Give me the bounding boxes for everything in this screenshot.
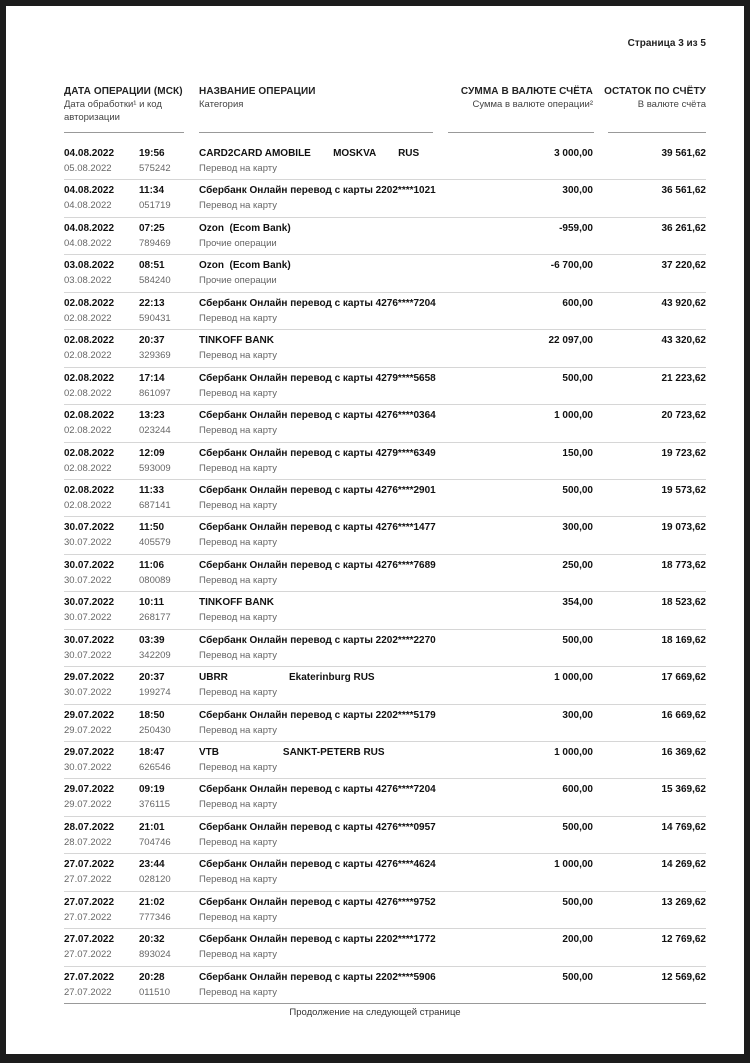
processing-date: 27.07.2022 [64,986,112,998]
operation-name: Сбербанк Онлайн перевод с карты 4276****7204 [199,784,436,796]
operation-name: Сбербанк Онлайн перевод с карты 2202****1021 [199,185,436,197]
processing-date: 02.08.2022 [64,387,112,399]
processing-date: 02.08.2022 [64,462,112,474]
auth-code: 777346 [139,911,171,923]
operation-category: Перевод на карту [199,387,277,399]
operation-time: 11:50 [139,522,165,534]
operation-category: Перевод на карту [199,687,277,699]
account-balance: 37 220,62 [661,260,706,272]
table-row [64,143,706,180]
operation-amount: 300,00 [562,709,593,721]
operation-name: Сбербанк Онлайн перевод с карты 4276****4624 [199,859,436,871]
table-row [64,517,706,554]
processing-date: 30.07.2022 [64,612,112,624]
account-balance: 39 561,62 [661,148,706,159]
table-row [64,630,706,667]
table-row [64,742,706,779]
processing-date: 27.07.2022 [64,949,112,961]
operation-time: 08:51 [139,260,165,272]
account-balance: 18 773,62 [661,559,706,571]
operation-amount: 600,00 [562,784,593,796]
processing-date: 04.08.2022 [64,237,112,249]
operation-amount: 500,00 [562,372,593,384]
auth-code: 268177 [139,612,171,624]
operation-category: Перевод на карту [199,350,277,362]
operation-time: 21:01 [139,821,165,833]
operation-time: 07:25 [139,222,165,234]
processing-date: 27.07.2022 [64,874,112,886]
operation-time: 17:14 [139,372,165,384]
auth-code: 405579 [139,537,171,549]
operation-amount: 300,00 [562,522,593,534]
operation-category: Перевод на карту [199,200,277,212]
auth-code: 011510 [139,986,170,998]
table-row [64,293,706,330]
operation-date: 27.07.2022 [64,859,115,871]
header-name: НАЗВАНИЕ ОПЕРАЦИИ [199,86,316,97]
operation-name: Ozon (Ecom Bank) [199,222,291,234]
account-balance: 15 369,62 [661,784,706,796]
operation-date: 02.08.2022 [64,372,115,384]
account-balance: 16 369,62 [661,747,706,758]
header-balance: ОСТАТОК ПО СЧЁТУ [604,86,706,97]
header-rule-amount [448,132,594,133]
statement-page [6,6,744,1054]
operation-category: Перевод на карту [199,312,277,324]
table-row [64,330,706,367]
account-balance: 12 569,62 [661,971,706,983]
header-date-sub: Дата обработки¹ и код авторизации [64,99,162,123]
operation-name: Сбербанк Онлайн перевод с карты 4276****9752 [199,896,436,908]
table-row [64,667,706,704]
operation-time: 21:02 [139,896,165,908]
operation-amount: 500,00 [562,484,593,496]
operation-time: 20:28 [139,971,165,983]
auth-code: 575242 [139,163,171,174]
operation-category: Перевод на карту [199,499,277,511]
account-balance: 17 669,62 [661,672,706,684]
operation-amount: 200,00 [562,934,593,946]
auth-code: 028120 [139,874,171,886]
operation-time: 20:37 [139,672,165,684]
account-balance: 14 769,62 [661,821,706,833]
operation-category: Перевод на карту [199,649,277,661]
operation-name: Ozon (Ecom Bank) [199,260,291,272]
operation-time: 23:44 [139,859,165,871]
operation-date: 27.07.2022 [64,896,115,908]
table-row [64,929,706,966]
operation-category: Перевод на карту [199,724,277,736]
operation-name: Сбербанк Онлайн перевод с карты 2202****5179 [199,709,436,721]
operation-date: 29.07.2022 [64,784,115,796]
operation-date: 04.08.2022 [64,185,115,197]
operation-name: UBRR Ekaterinburg RUS [199,672,375,684]
operation-time: 09:19 [139,784,165,796]
auth-code: 023244 [139,425,171,437]
table-row [64,705,706,742]
table-row [64,255,706,292]
account-balance: 12 769,62 [661,934,706,946]
processing-date: 04.08.2022 [64,200,112,212]
auth-code: 789469 [139,237,171,249]
operation-category: Перевод на карту [199,874,277,886]
operation-name: VTB SANKT-PETERB RUS [199,747,385,758]
processing-date: 28.07.2022 [64,836,112,848]
auth-code: 704746 [139,836,171,848]
operation-date: 02.08.2022 [64,297,115,309]
table-row [64,555,706,592]
operation-time: 18:50 [139,709,165,721]
operation-time: 20:32 [139,934,165,946]
operation-amount: 22 097,00 [548,335,593,347]
account-balance: 14 269,62 [661,859,706,871]
auth-code: 051719 [139,200,171,212]
operation-amount: 250,00 [562,559,593,571]
operation-time: 12:09 [139,447,165,459]
table-row [64,967,706,1004]
auth-code: 199274 [139,687,171,699]
operation-amount: 1 000,00 [554,747,593,758]
processing-date: 03.08.2022 [64,275,112,287]
processing-date: 30.07.2022 [64,762,112,773]
operation-category: Прочие операции [199,275,277,287]
table-row [64,480,706,517]
auth-code: 893024 [139,949,171,961]
operation-time: 11:33 [139,484,165,496]
operation-category: Перевод на карту [199,574,277,586]
account-balance: 43 320,62 [661,335,706,347]
operation-category: Перевод на карту [199,986,277,998]
operation-name: Сбербанк Онлайн перевод с карты 4276****0364 [199,410,436,422]
operation-date: 28.07.2022 [64,821,115,833]
operation-date: 27.07.2022 [64,971,115,983]
account-balance: 36 561,62 [661,185,706,197]
operation-amount: 500,00 [562,896,593,908]
operation-name: Сбербанк Онлайн перевод с карты 2202****2270 [199,634,436,646]
auth-code: 687141 [139,499,171,511]
operation-date: 03.08.2022 [64,260,115,272]
table-row [64,218,706,255]
operation-amount: 1 000,00 [554,410,593,422]
table-row [64,180,706,217]
operation-name: Сбербанк Онлайн перевод с карты 2202****5906 [199,971,436,983]
operation-name: Сбербанк Онлайн перевод с карты 4276****7204 [199,297,436,309]
operation-category: Перевод на карту [199,799,277,811]
processing-date: 30.07.2022 [64,537,112,549]
header-rule-date [64,132,184,133]
operation-amount: -959,00 [559,222,593,234]
operation-time: 20:37 [139,335,165,347]
operation-amount: 500,00 [562,634,593,646]
operation-date: 30.07.2022 [64,522,115,534]
account-balance: 16 669,62 [661,709,706,721]
auth-code: 593009 [139,462,171,474]
operation-date: 29.07.2022 [64,709,115,721]
processing-date: 02.08.2022 [64,312,112,324]
operation-date: 02.08.2022 [64,335,115,347]
auth-code: 590431 [139,312,171,324]
operation-name: Сбербанк Онлайн перевод с карты 2202****1772 [199,934,436,946]
continuation-note: Продолжение на следующей странице [289,1007,461,1018]
auth-code: 626546 [139,762,171,773]
operation-date: 30.07.2022 [64,559,115,571]
operation-date: 30.07.2022 [64,597,115,609]
operation-time: 03:39 [139,634,165,646]
page-number: Страница 3 из 5 [627,38,706,49]
operation-date: 02.08.2022 [64,447,115,459]
operation-name: TINKOFF BANK [199,597,274,609]
account-balance: 18 169,62 [661,634,706,646]
operation-category: Перевод на карту [199,911,277,923]
table-row [64,368,706,405]
operation-amount: 500,00 [562,971,593,983]
operation-amount: 3 000,00 [554,148,593,159]
operation-name: TINKOFF BANK [199,335,274,347]
operation-amount: 1 000,00 [554,672,593,684]
operation-amount: 354,00 [562,597,593,609]
operation-name: Сбербанк Онлайн перевод с карты 4279****5658 [199,372,436,384]
header-rule-balance [608,132,706,133]
operation-name: Сбербанк Онлайн перевод с карты 4276****7689 [199,559,436,571]
operation-category: Перевод на карту [199,425,277,437]
auth-code: 329369 [139,350,171,362]
account-balance: 43 920,62 [661,297,706,309]
account-balance: 20 723,62 [661,410,706,422]
header-balance-sub: В валюте счёта [637,99,706,110]
transactions-table [6,143,744,1004]
table-row [64,779,706,816]
header-amount: СУММА В ВАЛЮТЕ СЧЁТА [460,86,593,97]
operation-date: 04.08.2022 [64,222,115,234]
table-row [64,817,706,854]
operation-category: Перевод на карту [199,163,277,174]
operation-time: 13:23 [139,410,165,422]
operation-category: Прочие операции [199,237,277,249]
operation-amount: 500,00 [562,821,593,833]
header-date: ДАТА ОПЕРАЦИИ (МСК) [64,86,183,97]
table-row [64,892,706,929]
header-rule-name [199,132,433,133]
operation-category: Перевод на карту [199,949,277,961]
operation-time: 18:47 [139,747,165,758]
processing-date: 29.07.2022 [64,799,112,811]
auth-code: 584240 [139,275,171,287]
account-balance: 36 261,62 [661,222,706,234]
processing-date: 30.07.2022 [64,687,112,699]
table-row [64,854,706,891]
operation-amount: 1 000,00 [554,859,593,871]
auth-code: 080089 [139,574,171,586]
operation-time: 11:06 [139,559,165,571]
account-balance: 19 723,62 [661,447,706,459]
operation-date: 02.08.2022 [64,484,115,496]
processing-date: 02.08.2022 [64,350,112,362]
table-row [64,405,706,442]
auth-code: 376115 [139,799,170,811]
operation-date: 04.08.2022 [64,148,115,159]
processing-date: 02.08.2022 [64,499,112,511]
operation-category: Перевод на карту [199,762,277,773]
operation-name: Сбербанк Онлайн перевод с карты 4276****2901 [199,484,436,496]
account-balance: 19 073,62 [661,522,706,534]
account-balance: 19 573,62 [661,484,706,496]
operation-date: 29.07.2022 [64,672,115,684]
operation-amount: 150,00 [562,447,593,459]
operation-name: Сбербанк Онлайн перевод с карты 4279****6349 [199,447,436,459]
auth-code: 342209 [139,649,171,661]
processing-date: 05.08.2022 [64,163,112,174]
auth-code: 861097 [139,387,171,399]
processing-date: 30.07.2022 [64,574,112,586]
operation-time: 10:11 [139,597,165,609]
operation-time: 19:56 [139,148,165,159]
table-row [64,592,706,629]
auth-code: 250430 [139,724,171,736]
account-balance: 18 523,62 [661,597,706,609]
processing-date: 27.07.2022 [64,911,112,923]
operation-amount: 600,00 [562,297,593,309]
operation-category: Перевод на карту [199,462,277,474]
operation-name: CARD2CARD AMOBILE MOSKVA RUS [199,148,420,159]
account-balance: 13 269,62 [661,896,706,908]
operation-name: Сбербанк Онлайн перевод с карты 4276****0957 [199,821,436,833]
processing-date: 02.08.2022 [64,425,112,437]
operation-date: 29.07.2022 [64,747,115,758]
operation-time: 11:34 [139,185,165,197]
operation-name: Сбербанк Онлайн перевод с карты 4276****1477 [199,522,436,534]
header-name-sub: Категория [199,99,244,110]
processing-date: 30.07.2022 [64,649,112,661]
operation-category: Перевод на карту [199,537,277,549]
header-amount-sub: Сумма в валюте операции² [472,99,593,110]
operation-date: 02.08.2022 [64,410,115,422]
operation-date: 30.07.2022 [64,634,115,646]
operation-amount: -6 700,00 [550,260,593,272]
table-row [64,443,706,480]
account-balance: 21 223,62 [661,372,706,384]
processing-date: 29.07.2022 [64,724,112,736]
operation-category: Перевод на карту [199,612,277,624]
operation-amount: 300,00 [562,185,593,197]
operation-category: Перевод на карту [199,836,277,848]
operation-date: 27.07.2022 [64,934,115,946]
operation-time: 22:13 [139,297,165,309]
